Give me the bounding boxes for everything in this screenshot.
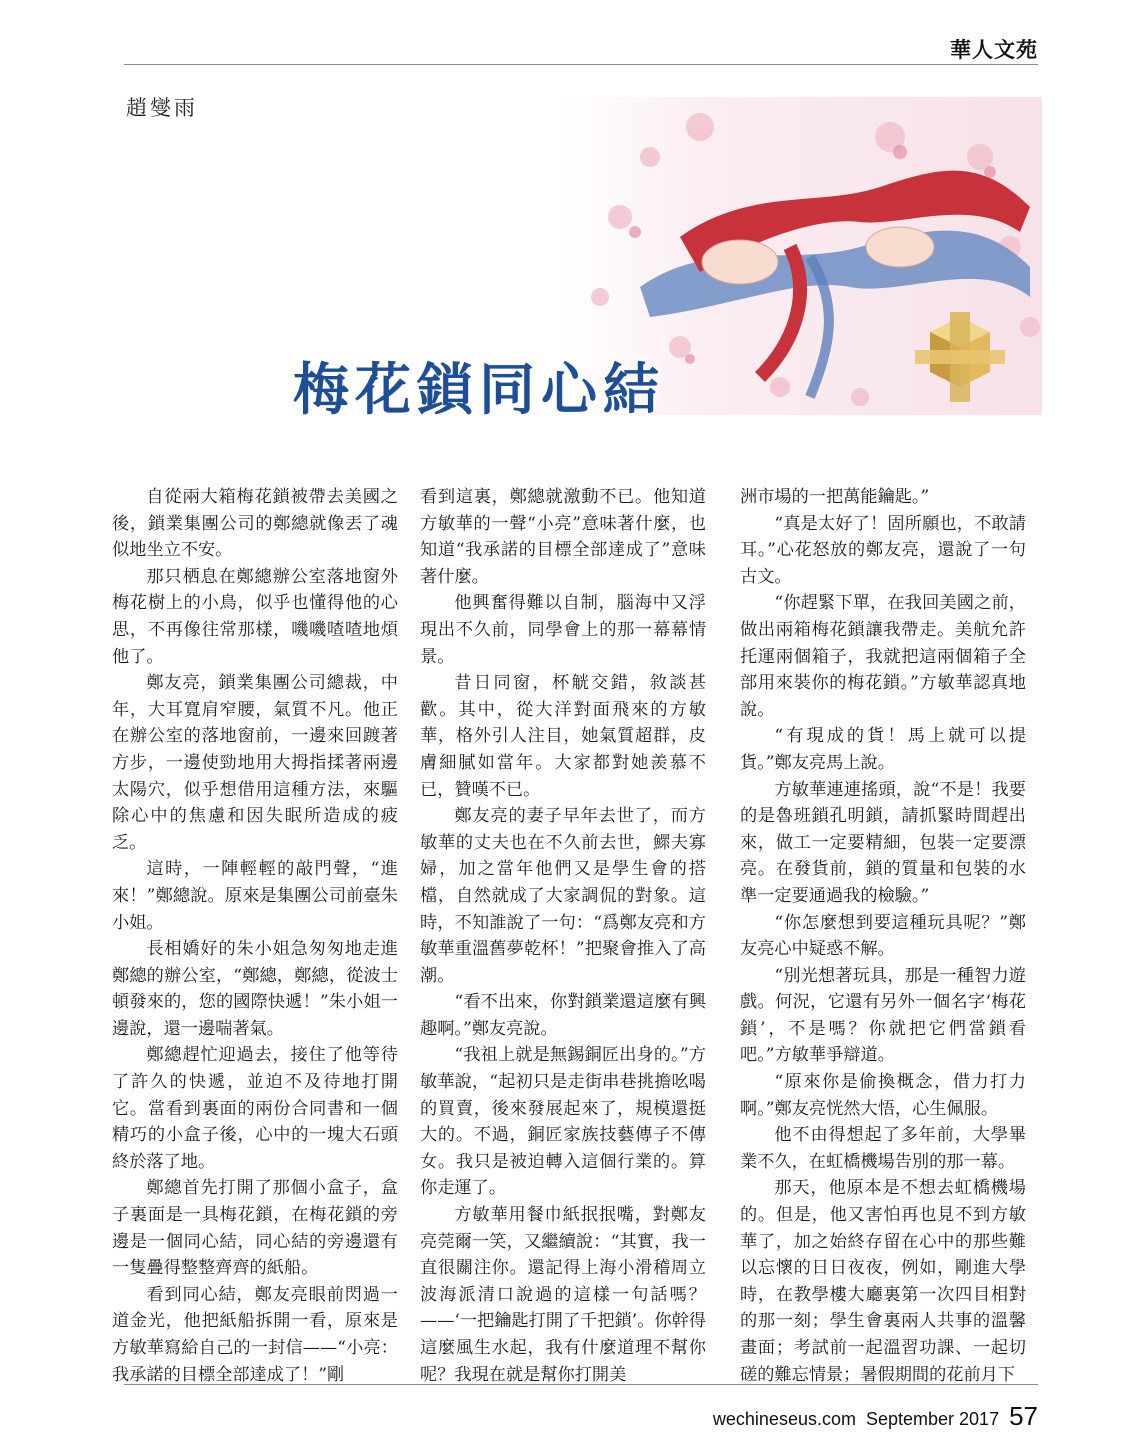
text-column-2 <box>420 484 706 1388</box>
paragraph: “別光想著玩具，那是一種智力遊戲。何況，它還有另外一個名字‘梅花鎖’，不是嗎？你就把它們當鎖看吧。”方敏華爭辯道。 <box>740 965 1026 1066</box>
paragraph: “看不出來，你對鎖業還這麼有興趣啊。”鄭友亮說。 <box>420 992 706 1039</box>
paragraph: 那天，他原本是不想去虹橋機場的。但是，他又害怕再也見不到方敏華了，加之始終存留在心中的那些難以忘懷的日日夜夜，例如，剛進大學時，在教學樓大廳裏第一次四目相對的那一刻；學生會裏兩人共事的溫馨畫面；考試前一起溫習功課、一起切磋的難忘情景；暑假期間的花前月下 <box>740 1178 1026 1385</box>
site-url: wechineseus.com <box>712 1409 856 1429</box>
paragraph: 這時，一陣輕輕的敲門聲，“進來！”鄭總說。原來是集團公司前臺朱小姐。 <box>112 859 398 933</box>
paragraph: “有現成的貨！馬上就可以提貨。”鄭友亮馬上說。 <box>740 726 1026 773</box>
paragraph: 方敏華連連搖頭，說“不是！我要的是魯班鎖孔明鎖，請抓緊時間趕出來，做工一定要精細，包裝一定要漂亮。在發貨前，鎖的質量和包裝的水準一定要通過我的檢驗。” <box>740 779 1026 906</box>
paragraph: “真是太好了！固所願也，不敢請耳。”心花怒放的鄭友亮，還說了一句古文。 <box>740 513 1026 587</box>
paragraph: 那只栖息在鄭總辦公室落地窗外梅花樹上的小鳥，似乎也懂得他的心思，不再像往常那樣，嘰嘰喳喳地煩他了。 <box>112 566 398 667</box>
issue-date: September 2017 <box>865 1409 1000 1429</box>
paragraph-continuation: 洲市場的一把萬能鑰匙。” <box>740 487 930 507</box>
paragraph: 鄭友亮的妻子早年去世了，而方敏華的丈夫也在不久前去世，鰥夫寡婦，加之當年他們又是學生會的搭檔，自然就成了大家調侃的對象。這時，不知誰說了一句：“爲鄭友亮和方敏華重溫舊夢乾杯！”把聚會推入了高潮。 <box>420 806 706 986</box>
paragraph: “你趕緊下單，在我回美國之前，做出兩箱梅花鎖讓我帶走。美航允許托運兩個箱子，我就把這兩個箱子全部用來裝你的梅花鎖。”方敏華認真地說。 <box>740 593 1026 720</box>
paragraph: “你怎麼想到要這種玩具呢？”鄭友亮心中疑惑不解。 <box>740 912 1026 960</box>
paragraph: 鄭總趕忙迎過去，接住了他等待了許久的快遞，並迫不及待地打開它。當看到裏面的兩份合同書和一個精巧的小盒子後，心中的一塊大石頭終於落了地。 <box>112 1045 398 1172</box>
paragraph: 昔日同窗，杯觥交錯，敘談甚歡。其中，從大洋對面飛來的方敏華，格外引人注目，她氣質超群，皮膚細膩如當年。大家都對她羨慕不已，贊嘆不已。 <box>420 673 706 800</box>
page-number: 57 <box>1009 1401 1038 1431</box>
article-title: 梅花鎖同心結 <box>293 358 665 423</box>
top-rule <box>124 64 1038 65</box>
paragraph-continuation: 看到這裏，鄭總就激動不已。他知道方敏華的一聲“小亮”意味著什麼，也知道“我承諾的目標全部達成了”意味著什麼。 <box>420 487 706 587</box>
page-footer <box>713 1401 1038 1432</box>
paragraph: 方敏華用餐巾紙抿抿嘴，對鄭友亮莞爾一笑，又繼續說：“其實，我一直很關注你。還記得上海小滑稽周立波海派清口說過的這樣一句話嗎？——‘一把鑰匙打開了千把鎖’。你幹得這麼風生水起，我有什麼道理不幫你呢？我現在就是幫你打開美 <box>420 1205 706 1385</box>
paragraph: 鄭友亮，鎖業集團公司總裁，中年，大耳寬肩窄腰，氣質不凡。他正在辦公室的落地窗前，一邊來回踱著方步，一邊使勁地用大拇指揉著兩邊太陽穴，似乎想借用這種方法，來驅除心中的焦慮和因失眠所造成的疲乏。 <box>112 673 398 853</box>
bottom-rule <box>124 1384 1038 1385</box>
paragraph: 看到同心結，鄭友亮眼前閃過一道金光，他把紙船拆開一看，原來是方敏華寫給自己的一封信——“小亮：我承諾的目標全部達成了！”剛 <box>112 1284 398 1385</box>
paragraph: “我祖上就是無錫銅匠出身的。”方敏華說，“起初只是走街串巷挑擔吆喝的買賣，後來發展起來了，規模還挺大的。不過，銅匠家族技藝傳子不傳女。我只是被迫轉入這個行業的。算你走運了。 <box>420 1045 706 1199</box>
paragraph: 長相嬌好的朱小姐急匆匆地走進鄭總的辦公室，“鄭總，鄭總，從波士頓發來的，您的國際快遞！”朱小姐一邊說，還一邊喘著氣。 <box>112 939 398 1039</box>
text-column-1 <box>112 484 398 1388</box>
section-title: 華人文苑 <box>950 37 1038 62</box>
paragraph: 鄭總首先打開了那個小盒子，盒子裏面是一具梅花鎖，在梅花鎖的旁邊是一個同心結，同心結的旁邊還有一隻疊得整整齊齊的紙船。 <box>112 1178 398 1279</box>
text-column-3 <box>740 484 1026 1388</box>
paragraph: 他興奮得難以自制，腦海中又浮現出不久前，同學會上的那一幕幕情景。 <box>420 593 706 667</box>
paragraph: 他不由得想起了多年前，大學畢業不久，在虹橋機場告別的那一幕。 <box>740 1125 1026 1172</box>
paragraph: 自從兩大箱梅花鎖被帶去美國之後，鎖業集團公司的鄭總就像丟了魂似地坐立不安。 <box>112 487 398 561</box>
paragraph: “原來你是偷換概念，借力打力啊。”鄭友亮恍然大悟，心生佩服。 <box>740 1072 1026 1119</box>
author-byline: 趙燮雨 <box>126 96 198 120</box>
